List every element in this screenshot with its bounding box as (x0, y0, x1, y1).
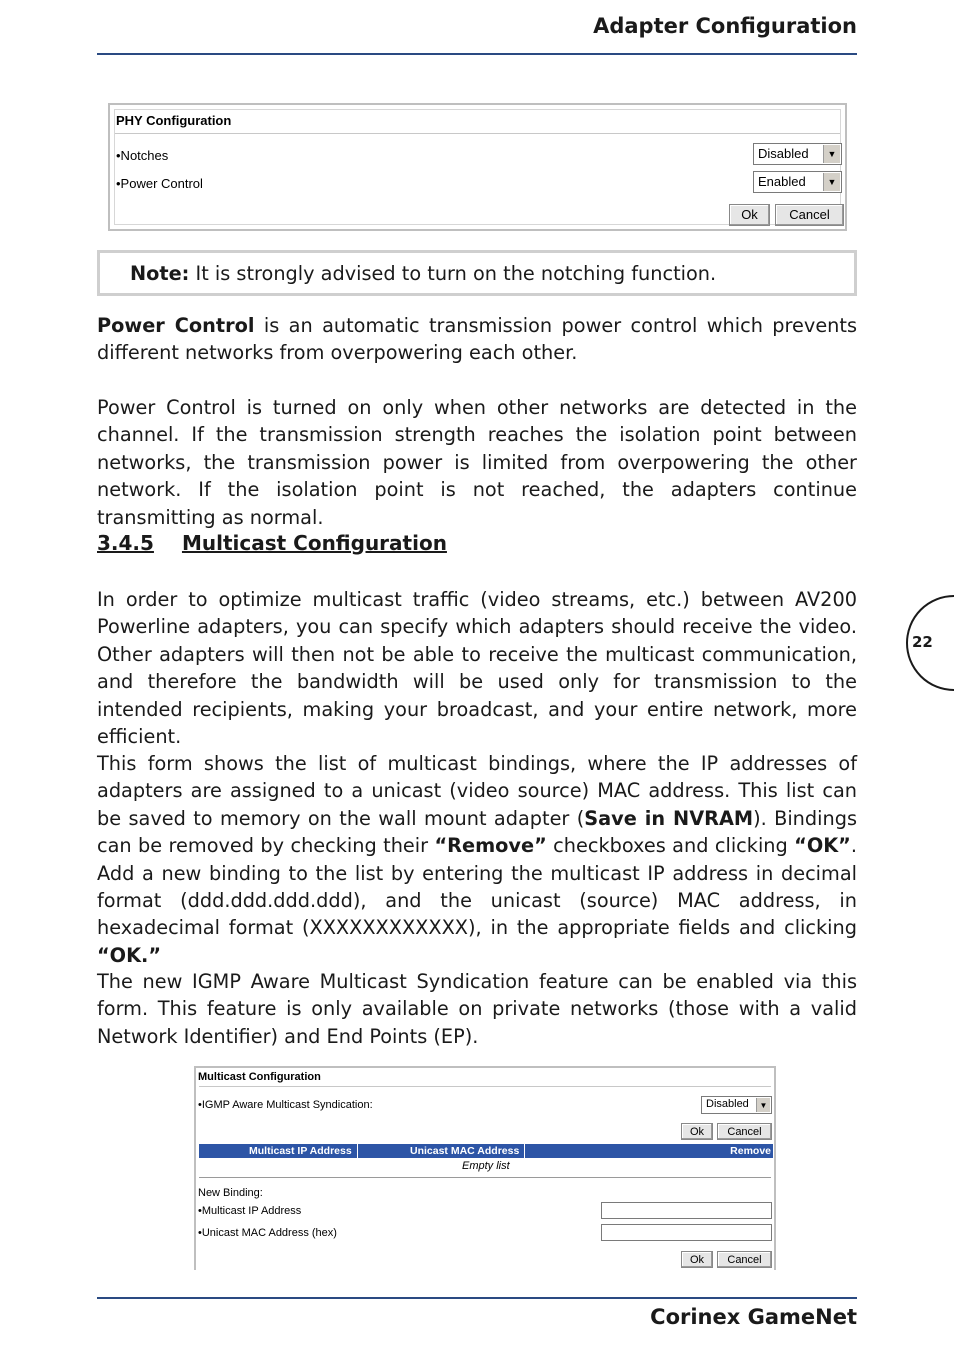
power-control-label: •Power Control (116, 176, 203, 191)
igmp-ok-button[interactable]: Ok (681, 1123, 713, 1140)
p4-bold-save: Save in NVRAM (584, 806, 754, 830)
table-bottom-divider (199, 1177, 771, 1178)
new-binding-label: New Binding: (198, 1187, 263, 1199)
unicast-mac-label: •Unicast MAC Address (hex) (198, 1227, 337, 1239)
page-number-tab (906, 595, 954, 691)
column-unicast-mac: Unicast MAC Address (410, 1145, 520, 1157)
multicast-ip-input[interactable] (601, 1202, 772, 1219)
empty-list-text: Empty list (462, 1160, 510, 1172)
phy-cancel-button[interactable]: Cancel (775, 204, 844, 226)
note-text (130, 262, 716, 285)
p4-bold-ok: “OK” (794, 834, 851, 858)
paragraph-igmp: The new IGMP Aware Multicast Syndication feature can be enabled via this form. This feature is only available on private networks (those with a valid Network Identifier) and End Points (EP). (97, 970, 857, 1048)
phy-configuration-panel (108, 103, 847, 231)
bindings-table-header (199, 1144, 773, 1158)
note-label: Note: (130, 262, 190, 285)
section-title: Multicast Configuration (181, 531, 447, 555)
chevron-down-icon: ▼ (823, 145, 840, 163)
header-rule (97, 53, 857, 55)
section-number: 3.4.5 (97, 531, 154, 555)
notches-select-value: Disabled (758, 146, 809, 161)
mc-title-divider (199, 1086, 771, 1087)
mc-panel-title: Multicast Configuration (198, 1071, 321, 1083)
phy-title-divider (115, 133, 840, 134)
binding-ok-button[interactable]: Ok (681, 1251, 713, 1268)
p4-bold-ok2: “OK.” (97, 943, 162, 967)
phy-panel-inner (114, 109, 841, 225)
column-multicast-ip: Multicast IP Address (249, 1145, 352, 1157)
igmp-label: •IGMP Aware Multicast Syndication: (198, 1099, 373, 1111)
p4-bold-remove: “Remove” (434, 834, 547, 858)
phy-panel-title: PHY Configuration (116, 113, 232, 128)
unicast-mac-input[interactable] (601, 1224, 772, 1241)
multicast-ip-label: •Multicast IP Address (198, 1205, 302, 1217)
note-box (97, 250, 857, 296)
footer-rule (97, 1297, 857, 1299)
note-body: It is strongly advised to turn on the notching function. (189, 262, 717, 285)
igmp-select-value: Disabled (706, 1098, 749, 1110)
multicast-configuration-panel (194, 1066, 776, 1270)
power-control-term: Power Control (97, 314, 255, 337)
section-heading (97, 531, 447, 555)
phy-ok-button[interactable]: Ok (729, 204, 770, 226)
page-number: 22 (912, 633, 933, 651)
power-control-select[interactable] (753, 171, 842, 193)
column-divider (357, 1144, 358, 1158)
igmp-select[interactable] (701, 1096, 772, 1114)
paragraph-power-control-text: is an automatic transmission power control which prevents different networks from overpowering each other. (97, 314, 858, 365)
chevron-down-icon: ▼ (756, 1098, 770, 1112)
paragraph-multicast-bindings (97, 750, 857, 969)
p4-text-1: This form shows the list of multicast bindings, where the IP addresses of adapters are assigned to a unicast (video source) MAC address. This list can be saved to memory on the wall mount adapter ( (97, 752, 857, 830)
page-header-title: Adapter Configuration (593, 14, 857, 38)
notches-label: •Notches (116, 148, 169, 163)
column-remove: Remove (730, 1145, 771, 1157)
paragraph-power-control (97, 312, 857, 367)
page-footer-title: Corinex GameNet (650, 1305, 857, 1329)
igmp-cancel-button[interactable]: Cancel (717, 1123, 772, 1140)
p4-text-4: . Add a new binding to the list by entering the multicast IP address in decimal format (ddd.ddd.ddd.ddd), and the unicast (source) MAC address, in hexadecimal format (XXXXXXXXXXXX), in the appropriate fields and clicking (97, 834, 857, 940)
paragraph-power-control-detail: Power Control is turned on only when other networks are detected in the channel. If the transmission strength reaches the isolation point between networks, the transmission power is limited from overpowering the other network. If the isolation point is not reached, the adapters continue transmitting as normal. (97, 396, 857, 529)
chevron-down-icon: ▼ (823, 173, 840, 191)
binding-cancel-button[interactable]: Cancel (717, 1251, 772, 1268)
paragraph-multicast-intro: In order to optimize multicast traffic (video streams, etc.) between AV200 Powerline adapters, you can specify which adapters should receive the video. Other adapters will then not be able to receive the multicast communication, and therefore the bandwidth will be used only for transmission to the intended recipients, making your broadcast, and your entire network, more efficient. (97, 588, 857, 749)
p4-text-2: ). Bindings can be removed by checking their (97, 806, 858, 858)
p4-text-3: checkboxes and clicking (546, 834, 795, 858)
column-divider (524, 1144, 525, 1158)
power-control-select-value: Enabled (758, 174, 806, 189)
notches-select[interactable] (753, 143, 842, 165)
